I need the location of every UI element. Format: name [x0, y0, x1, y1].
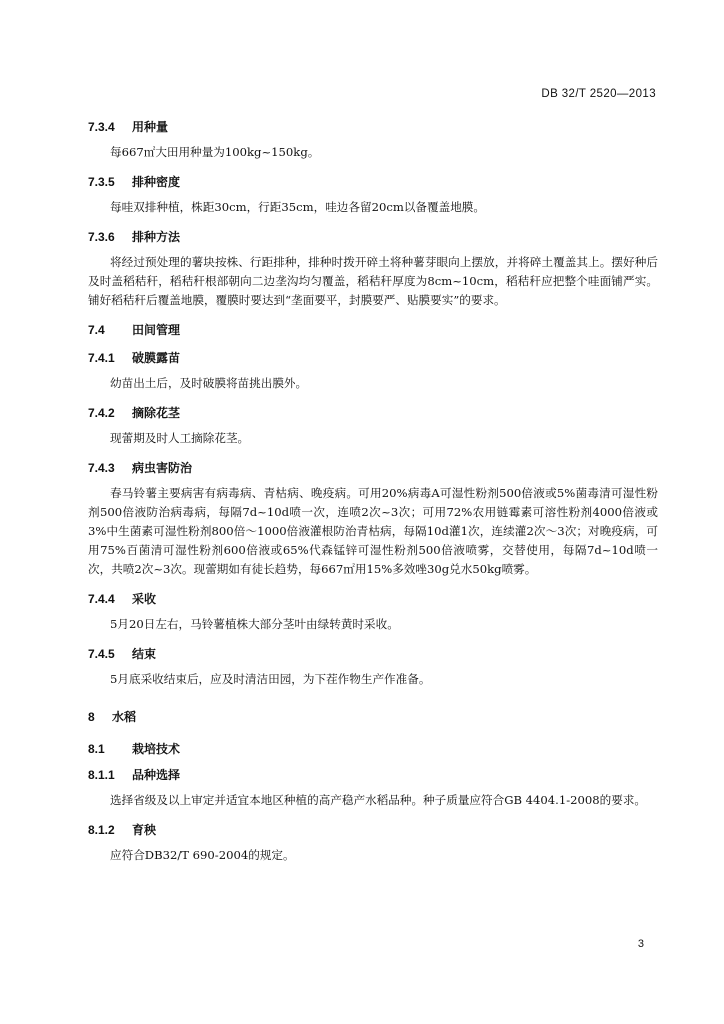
section-title: 病虫害防治	[132, 461, 193, 475]
section-number: 7.4.5	[88, 647, 115, 661]
section-heading	[88, 171, 658, 193]
section-number: 8.1.1	[88, 768, 115, 782]
section-heading	[88, 764, 658, 786]
section-heading	[88, 588, 658, 610]
section-number: 8	[88, 710, 95, 724]
section-title: 采收	[132, 592, 157, 606]
section-paragraph: 春马铃薯主要病害有病毒病、青枯病、晚疫病。可用20%病毒A可湿性粉剂500倍液或5%菌毒清可湿性粉剂500倍液防治病毒病，每隔7d~10d喷一次，连喷2次~3次；可用72%农用链霉素可溶性粉剂4000倍液或3%中生菌素可湿性粉剂800倍～1000倍液灌根防治青枯病，每隔10d灌1次，连续灌2次～3次；对晚疫病，可用75%百菌清可湿性粉剂600倍液或65%代森锰锌可湿性粉剂500倍液喷雾，交替使用，每隔7d~10d喷一次，共喷2次~3次。现蕾期如有徒长趋势，每667㎡用15%多效唑30g兑水50kg喷雾。	[88, 486, 658, 576]
section-title: 排种密度	[132, 175, 181, 189]
section-title: 田间管理	[132, 323, 181, 337]
section-heading	[88, 226, 658, 248]
section-heading	[88, 819, 658, 841]
section-number: 7.4	[88, 323, 105, 337]
section-number: 7.4.4	[88, 592, 115, 606]
section-title: 用种量	[132, 120, 169, 134]
section-paragraph: 5月20日左右，马铃薯植株大部分茎叶由绿转黄时采收。	[110, 617, 399, 631]
section-number: 7.4.2	[88, 406, 115, 420]
page-number: 3	[637, 938, 644, 950]
section-paragraph: 幼苗出土后，及时破膜将苗挑出膜外。	[110, 376, 308, 390]
section-paragraph: 选择省级及以上审定并适宜本地区种植的高产稳产水稻品种。种子质量应符合GB 4404.1-2008的要求。	[110, 793, 647, 807]
section-title: 品种选择	[132, 768, 181, 782]
section-title: 育秧	[132, 823, 157, 837]
section-heading	[88, 402, 658, 424]
chapter-heading	[88, 706, 658, 728]
section-number: 7.4.1	[88, 351, 115, 365]
section-heading	[88, 347, 658, 369]
section-title: 摘除花茎	[132, 406, 181, 420]
section-heading	[88, 738, 658, 760]
section-title: 水稻	[112, 710, 137, 724]
section-paragraph: 将经过预处理的薯块按株、行距排种，排种时拨开碎土将种薯芽眼向上摆放，并将碎土覆盖其上。摆好种后及时盖稻秸秆，稻秸秆根部朝向二边垄沟均匀覆盖，稻秸秆厚度为8cm~10cm，稻秸秆应把整个哇面铺严实。铺好稻秸秆后覆盖地膜，覆膜时要达到“垄面要平，封膜要严、贴膜要实”的要求。	[88, 255, 658, 307]
section-heading	[88, 319, 658, 341]
section-title: 结束	[132, 647, 157, 661]
section-number: 8.1	[88, 742, 105, 756]
section-number: 7.3.5	[88, 175, 115, 189]
section-title: 破膜露苗	[132, 351, 181, 365]
section-number: 8.1.2	[88, 823, 115, 837]
section-number: 7.3.6	[88, 230, 115, 244]
section-number: 7.3.4	[88, 120, 115, 134]
section-paragraph: 5月底采收结束后，应及时清洁田园，为下茬作物生产作准备。	[110, 672, 431, 686]
document-body	[88, 116, 658, 874]
section-paragraph: 应符合DB32/T 690-2004的规定。	[110, 848, 295, 862]
section-heading	[88, 116, 658, 138]
section-paragraph: 每哇双排种植，株距30cm，行距35cm，哇边各留20cm以备覆盖地膜。	[110, 200, 485, 214]
section-title: 栽培技术	[132, 742, 181, 756]
section-heading	[88, 643, 658, 665]
document-code-header: DB 32/T 2520—2013	[541, 88, 656, 100]
section-number: 7.4.3	[88, 461, 115, 475]
section-title: 排种方法	[132, 230, 181, 244]
section-heading	[88, 457, 658, 479]
section-paragraph: 现蕾期及时人工摘除花茎。	[110, 431, 250, 445]
section-paragraph: 每667㎡大田用种量为100kg~150kg。	[110, 145, 320, 159]
